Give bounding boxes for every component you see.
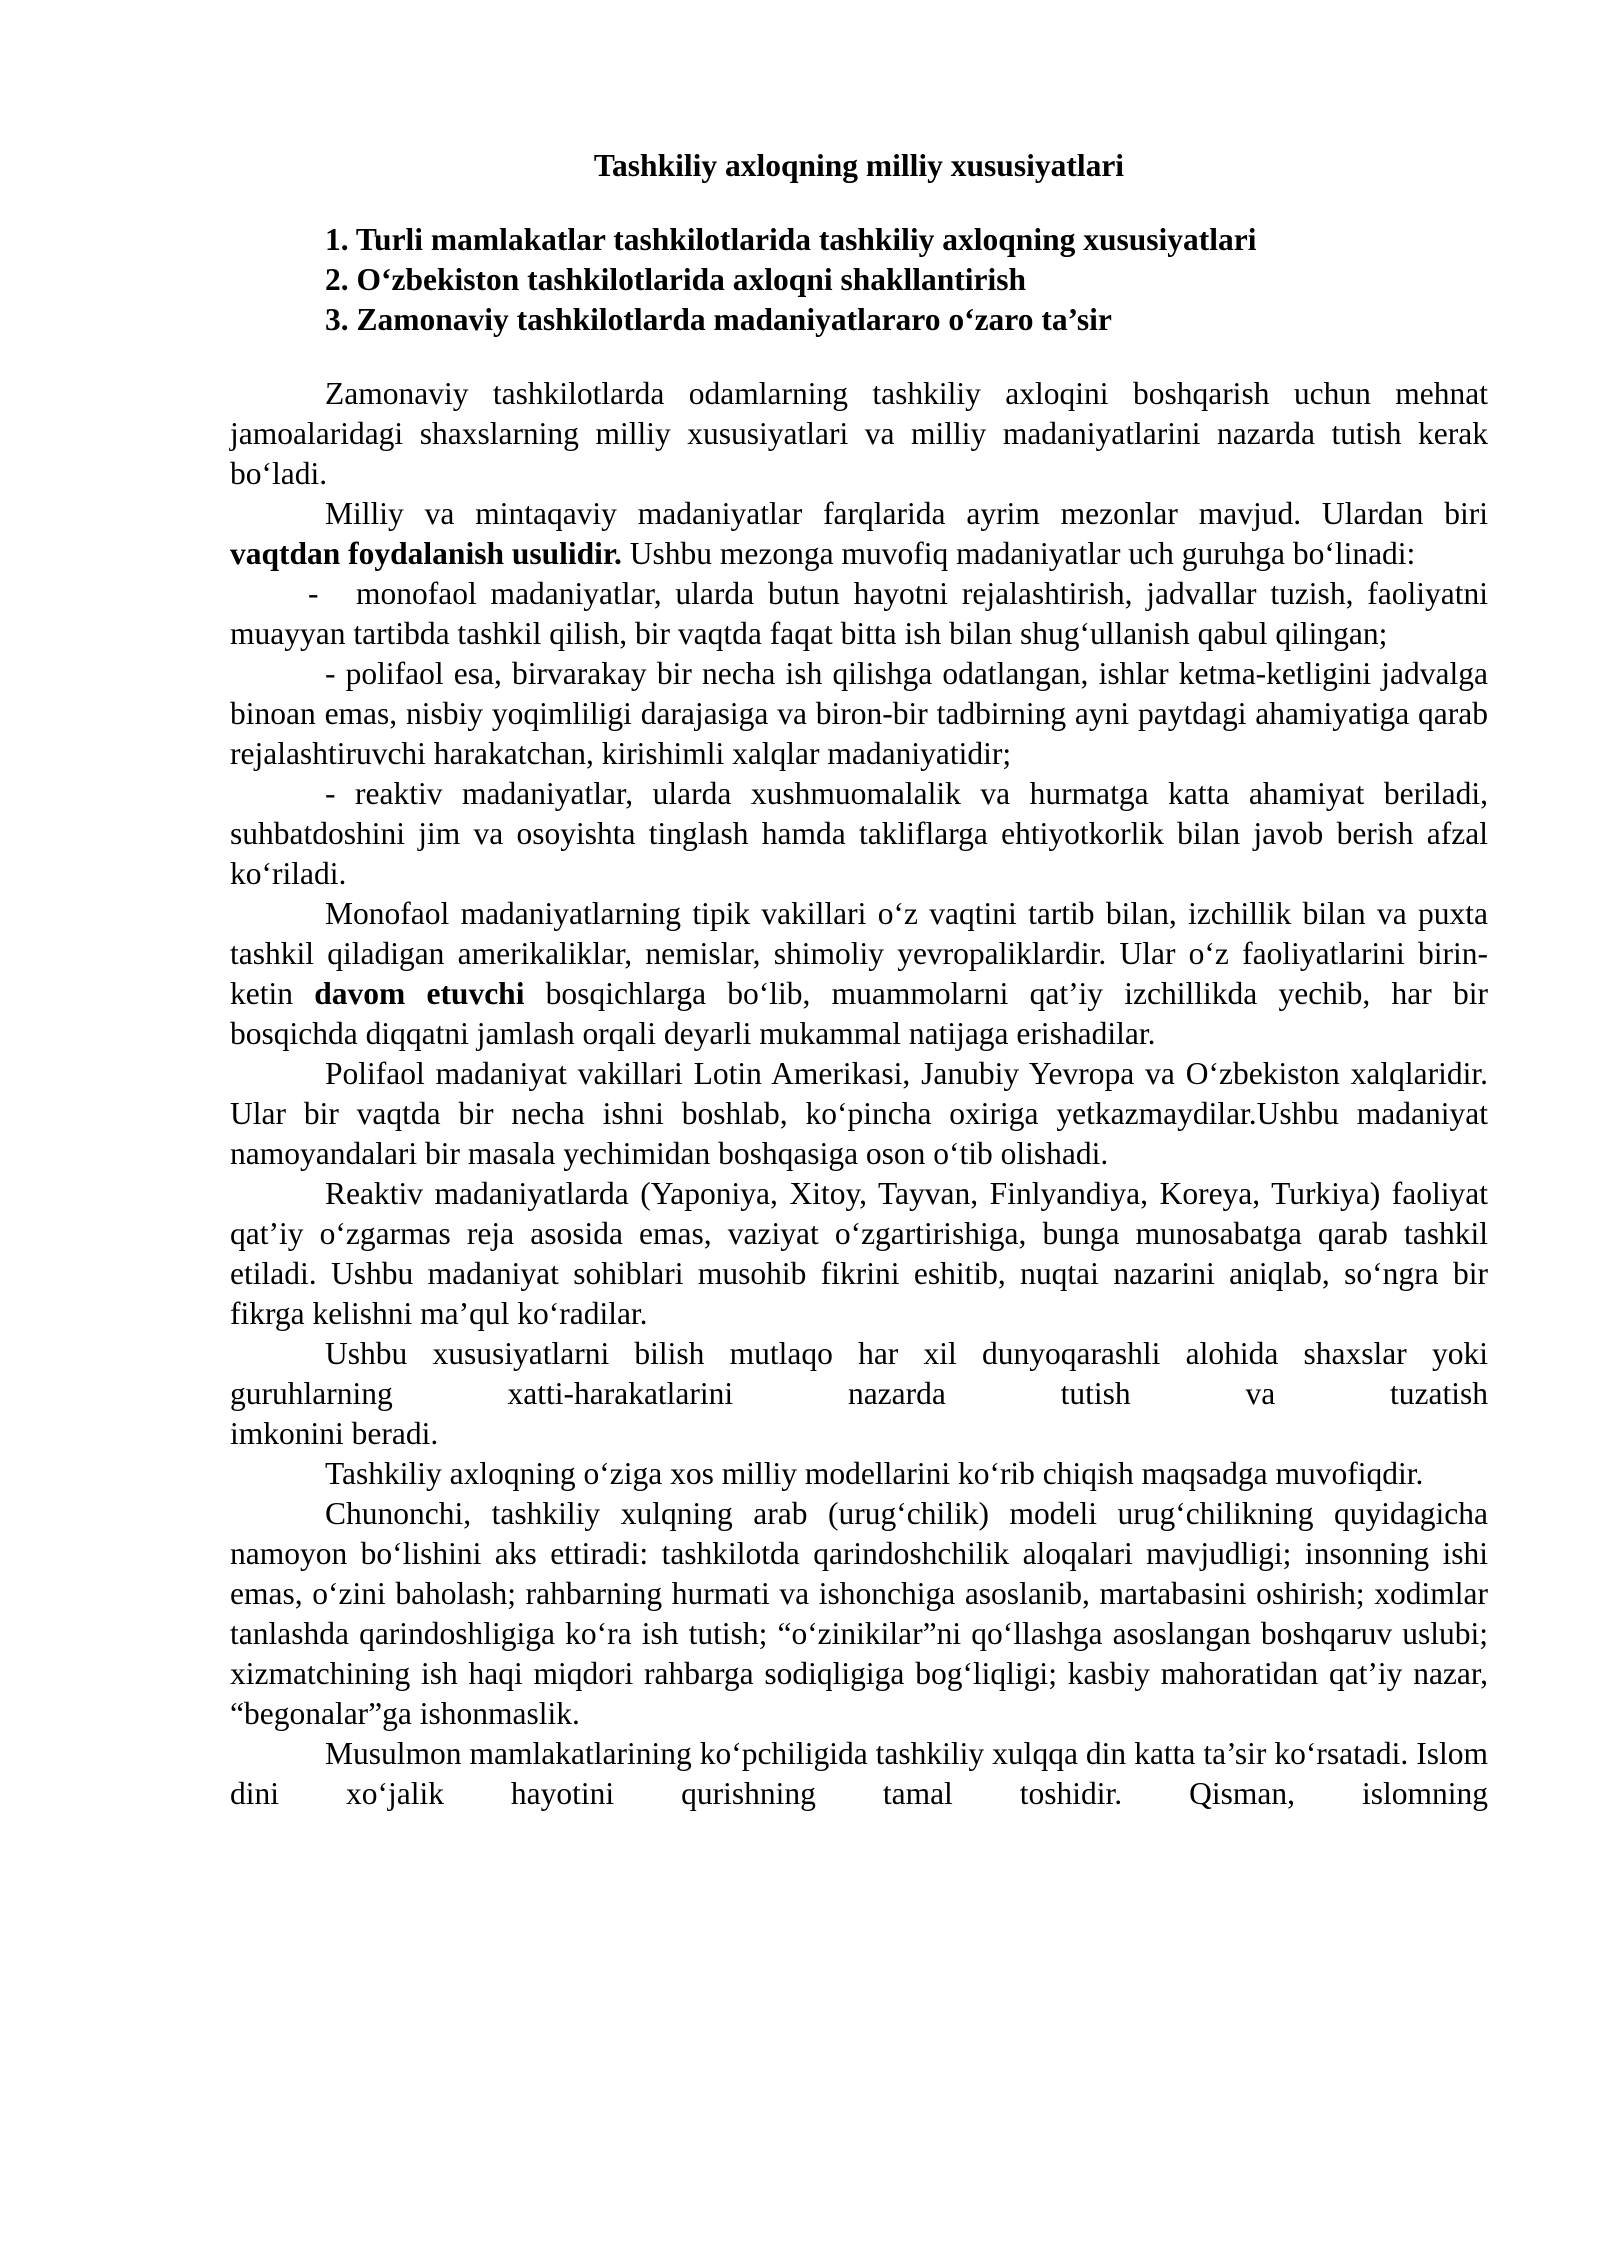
bold-phrase: davom etuvchi: [314, 976, 525, 1011]
paragraph-criteria: [230, 494, 1488, 574]
paragraph-features-end: imkonini beradi.: [230, 1416, 439, 1451]
paragraph-arab-model: Chunonchi, tashkiliy xulqning arab (urug‘chilik) modeli urug‘chilikning quyidagicha namoyon bo‘lishini aks ettiradi: tashkilotda qarindoshchilik aloqalari mavjudligi; insonning ishi emas, o‘zini baholash; rahbarning hurmati va ishonchiga asoslanib, martabasini oshirish; xodimlar tanlashda qarindoshligiga ko‘ra ish tutish; “o‘zinikilar”ni qo‘llashga asoslangan boshqaruv uslubi; xizmatchining ish haqi miqdori rahbarga sodiqligiga bog‘liqligi; kasbiy mahoratidan qat’iy nazar, “begonalar”ga ishonmaslik.: [230, 1496, 1488, 1731]
document-title: Tashkiliy axloqning milliy xususiyatlari: [593, 148, 1125, 183]
paragraph-intro: Zamonaviy tashkilotlarda odamlarning tashkiliy axloqini boshqarish uchun mehnat jamoalaridagi shaxslarning milliy xususiyatlari va milliy madaniyatlarini nazarda tutish kerak bo‘ladi.: [230, 376, 1488, 491]
paragraph-text: Milliy va mintaqaviy madaniyatlar farqlarida ayrim mezonlar mavjud. Ulardan biri: [325, 496, 1488, 531]
topics-list: [230, 220, 1488, 340]
bullet-reaktiv: - reaktiv madaniyatlar, ularda xushmuomalalik va hurmatga katta ahamiyat beriladi, suhbatdoshini jim va osoyishta tinglash hamda takliflarga ehtiyotkorlik bilan javob berish afzal ko‘riladi.: [230, 776, 1488, 891]
paragraph-models: Tashkiliy axloqning o‘ziga xos milliy modellarini ko‘rib chiqish maqsadga muvofiqdir.: [325, 1456, 1424, 1491]
paragraph-monofaol: [230, 894, 1488, 1054]
paragraph-text: bosqichlarga bo‘lib, muammolarni qat’iy izchillikda yechib, har bir bosqichda diqqatni jamlash orqali deyarli mukammal natijaga erishadilar.: [230, 976, 1488, 1051]
topic-item: 3. Zamonaviy tashkilotlarda madaniyatlararo o‘zaro ta’sir: [325, 302, 1112, 337]
paragraph-text: Monofaol madaniyatlarning tipik vakillari o‘z vaqtini tartib bilan, izchillik bilan va puxta tashkil qiladigan amerikaliklar, nemislar, shimoliy yevropaliklardir. Ular o‘z faoliyatlarini birin-ketin: [230, 896, 1488, 1011]
document-page: [230, 146, 1488, 1814]
bullet-polifaol: - polifaol esa, birvarakay bir necha ish qilishga odatlangan, ishlar ketma-ketligini jadvalga binoan emas, nisbiy yoqimliligi darajasiga va biron-bir tadbirning ayni paytdagi ahamiyatiga qarab rejalashtiruvchi harakatchan, kirishimli xalqlar madaniyatidir;: [230, 656, 1488, 771]
paragraph-polifaol: Polifaol madaniyat vakillari Lotin Amerikasi, Janubiy Yevropa va O‘zbekiston xalqlaridir. Ular bir vaqtda bir necha ishni boshlab, ko‘pincha oxiriga yetkazmaydilar.Ushbu madaniyat namoyandalari bir masala yechimidan boshqasiga oson o‘tib olishadi.: [230, 1056, 1488, 1171]
bullet-monofaol: [230, 574, 1488, 654]
paragraph-muslim: Musulmon mamlakatlarining ko‘pchiligida tashkiliy xulqqa din katta ta’sir ko‘rsatadi. Islom dini xo‘jalik hayotini qurishning tamal toshidir. Qisman, islomning: [230, 1736, 1488, 1811]
bullet-text: monofaol madaniyatlar, ularda butun hayotni rejalashtirish, jadvallar tuzish, faoliyatni muayyan tartibda tashkil qilish, bir vaqtda faqat bitta ish bilan shug‘ullanish qabul qilingan;: [230, 576, 1488, 651]
topic-item: 1. Turli mamlakatlar tashkilotlarida tashkiliy axloqning xususiyatlari: [325, 222, 1257, 257]
paragraph-reaktiv: Reaktiv madaniyatlarda (Yaponiya, Xitoy, Tayvan, Finlyandiya, Koreya, Turkiya) faoliyat qat’iy o‘zgarmas reja asosida emas, vaziyat o‘zgartirishiga, bunga munosabatga qarab tashkil etiladi. Ushbu madaniyat sohiblari musohib fikrini eshitib, nuqtai nazarini aniqlab, so‘ngra bir fikrga kelishni ma’qul ko‘radilar.: [230, 1176, 1488, 1331]
paragraph-features: Ushbu xususiyatlarni bilish mutlaqo har xil dunyoqarashli alohida shaxslar yoki guruhlarning xatti-harakatlarini nazarda tutish va tuzatish: [230, 1336, 1488, 1411]
paragraph-text: Ushbu mezonga muvofiq madaniyatlar uch guruhga bo‘linadi:: [621, 536, 1416, 571]
topic-item: 2. O‘zbekiston tashkilotlarida axloqni shakllantirish: [325, 262, 1027, 297]
bold-phrase: vaqtdan foydalanish usulidir.: [230, 536, 622, 571]
bullet-dash: -: [308, 576, 319, 611]
